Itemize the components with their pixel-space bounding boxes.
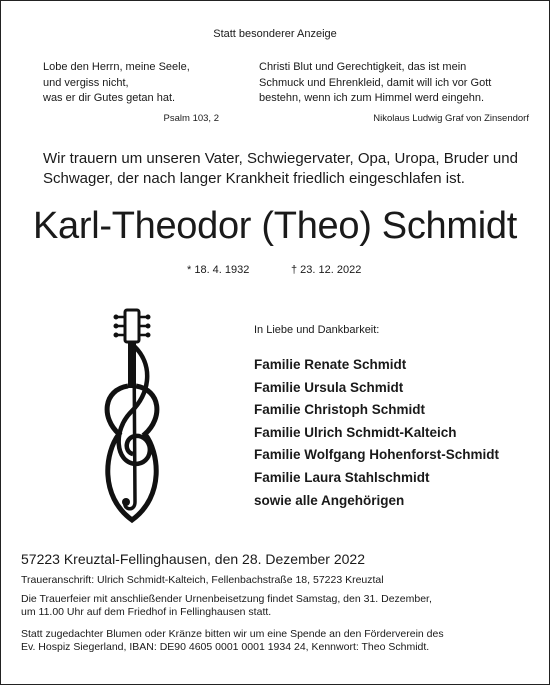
funeral-line: Die Trauerfeier mit anschließender Urnenbeisetzung findet Samstag, den 31. Dezember, [21, 593, 432, 605]
death-date: † 23. 12. 2022 [291, 264, 362, 276]
psalm-source: Psalm 103, 2 [163, 113, 219, 124]
mourning-text [43, 149, 523, 188]
family-entry: Familie Ursula Schmidt [254, 379, 404, 395]
mourning-address: Traueranschrift: Ulrich Schmidt-Kalteich, Fellenbachstraße 18, 57223 Kreuztal [21, 574, 384, 586]
verse-line: und vergiss nicht, [43, 76, 129, 89]
thanks-label: In Liebe und Dankbarkeit: [254, 324, 380, 336]
family-entry: Familie Laura Stahlschmidt [254, 469, 430, 485]
verse-line: Schmuck und Ehrenkleid, damit will ich vor Gott [259, 76, 492, 89]
family-entry: Familie Renate Schmidt [254, 357, 407, 372]
donation-line: Statt zugedachter Blumen oder Kränze bitten wir um eine Spende an den Förderverein des [21, 628, 444, 640]
mourning-line: Schwager, der nach langer Krankheit friedlich eingeschlafen ist. [43, 169, 465, 187]
funeral-info [21, 593, 531, 619]
hymn-verse [259, 60, 519, 107]
family-entry: Familie Ulrich Schmidt-Kalteich [254, 424, 457, 440]
family-entry: sowie alle Angehörigen [254, 492, 405, 508]
family-entry: Familie Christoph Schmidt [254, 402, 426, 418]
verse-line: Christi Blut und Gerechtigkeit, das ist mein [259, 61, 467, 73]
verse-line: Lobe den Herrn, meine Seele, [43, 61, 190, 73]
mourning-line: Wir trauern um unseren Vater, Schwiegervater, Opa, Uropa, Bruder und [43, 150, 518, 167]
birth-date: * 18. 4. 1932 [187, 264, 250, 276]
family-entry: Familie Wolfgang Hohenforst-Schmidt [254, 447, 500, 463]
guitar-treble-clef-icon [101, 306, 181, 526]
psalm-verse [43, 60, 243, 107]
donation-info [21, 628, 531, 654]
place-date: 57223 Kreuztal-Fellinghausen, den 28. Dezember 2022 [21, 551, 366, 567]
donation-line: Ev. Hospiz Siegerland, IBAN: DE90 4605 0001 0001 1934 24, Kennwort: Theo Schmidt. [21, 641, 430, 653]
deceased-name: Karl-Theodor (Theo) Schmidt [33, 205, 517, 247]
verse-line: was er dir Gutes getan hat. [43, 92, 176, 104]
notice-heading: Statt besonderer Anzeige [213, 28, 337, 40]
hymn-source: Nikolaus Ludwig Graf von Zinsendorf [373, 113, 529, 124]
family-list [254, 354, 499, 512]
verse-line: bestehn, wenn ich zum Himmel werd eingehn. [259, 92, 485, 104]
funeral-line: um 11.00 Uhr auf dem Friedhof in Fellinghausen statt. [21, 606, 272, 618]
